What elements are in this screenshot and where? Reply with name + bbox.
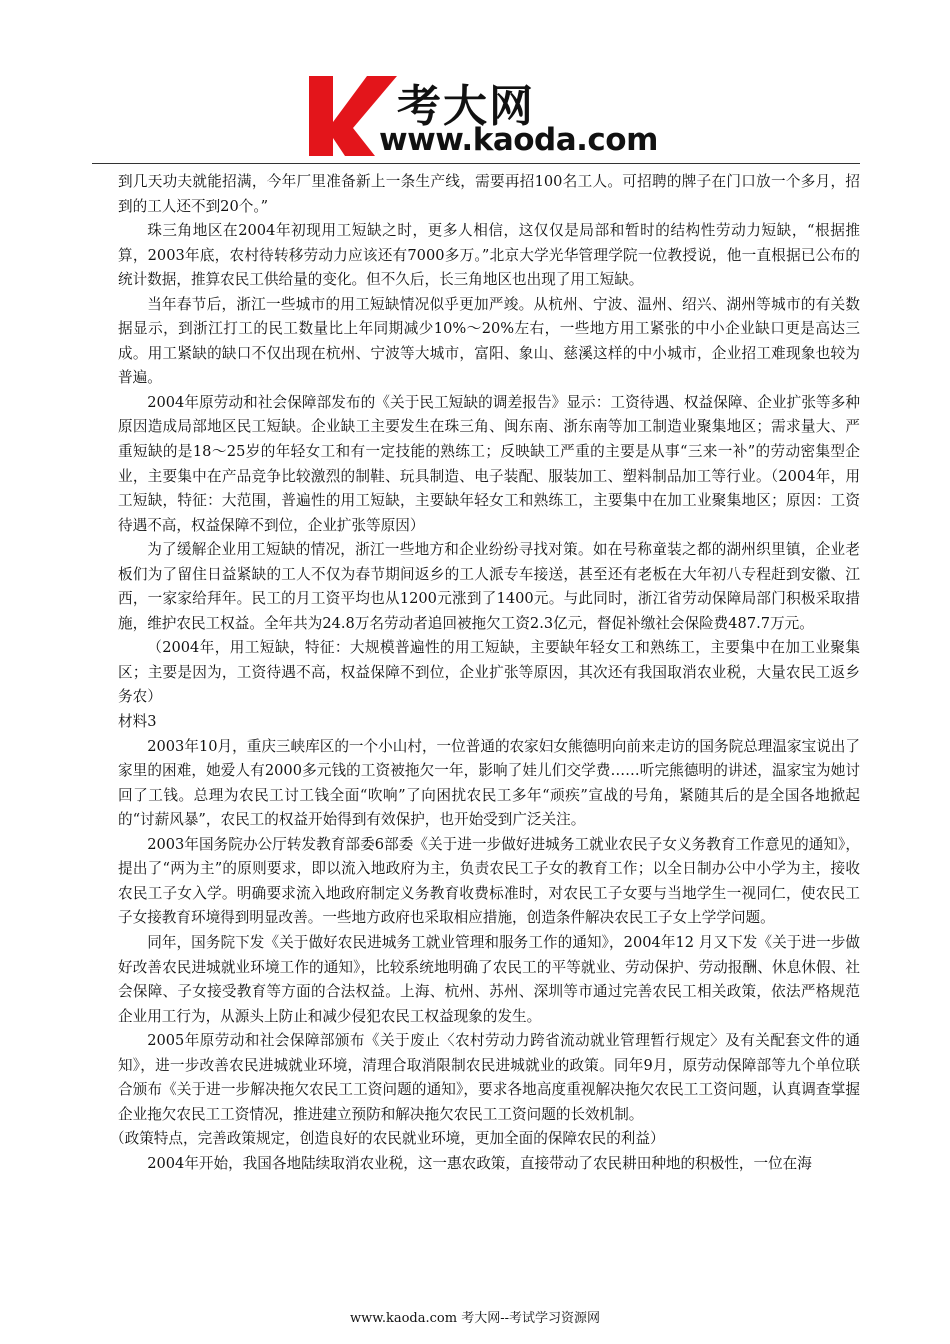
paragraph: 珠三角地区在2004年初现用工短缺之时，更多人相信，这仅仅是局部和暂时的结构性劳动力短缺，“根据推算，2003年底，农村待转移劳动力应该还有7000多万。”北京大学光华管理学院一位教授说，他一直根据已公布的统计数据，推算农民工供给量的变化。但不久后，长三角地区也出现了用工短缺。 — [118, 222, 860, 289]
paragraph: 2004年开始，我国各地陆续取消农业税，这一惠农政策，直接带动了农民耕田种地的积极性，一位在海 — [147, 1154, 812, 1172]
logo-title: 考大网 — [397, 81, 535, 132]
paragraph: 2003年10月，重庆三峡库区的一个小山村，一位普通的农家妇女熊德明向前来走访的国务院总理温家宝说出了家里的困难，她爱人有2000多元钱的工资被拖欠一年，影响了娃儿们交学费……听完熊德明的讲述，温家宝为她讨回了工钱。总理为农民工讨工钱全面“吹响”了向困扰农民工多年“顽疾”宣战的号角，紧随其后的是全国各地掀起的“讨薪风暴”，农民工的权益开始得到有效保护，也开始受到广泛关注。 — [118, 737, 860, 829]
paragraph: 2003年国务院办公厅转发教育部委6部委《关于进一步做好进城务工就业农民子女义务教育工作意见的通知》，提出了“两为主”的原则要求，即以流入地政府为主，负责农民工子女的教育工作；以全日制办公中小学为主，接收农民工子女入学。明确要求流入地政府制定义务教育收费标准时，对农民工子女要与当地学生一视同仁，使农民工子女接教育环境得到明显改善。一些地方政府也采取相应措施，创造条件解决农民工子女上学学问题。 — [118, 835, 860, 927]
paragraph: 2004年原劳动和社会保障部发布的《关于民工短缺的调差报告》显示：工资待遇、权益保障、企业扩张等多种原因造成局部地区民工短缺。企业缺工主要发生在珠三角、闽东南、浙东南等加工制造业聚集地区；需求量大、严重短缺的是18～25岁的年轻女工和有一定技能的熟练工；反映缺工严重的主要是从事“三来一补”的劳动密集型企业，主要集中在产品竞争比较激烈的制鞋、玩具制造、电子装配、服装加工、塑料制品加工等行业。（2004年，用工短缺，特征：大范围，普遍性的用工短缺，主要缺年轻女工和熟练工，主要集中在加工业聚集地区；原因：工资待遇不高，权益保障不到位，企业扩张等原因） — [118, 393, 860, 534]
paragraph-note: （政策特点，完善政策规定，创造良好的农民就业环境，更加全面的保障农民的利益） — [110, 1130, 665, 1148]
page-footer: www.kaoda.com 考大网--考试学习资源网 — [350, 1311, 600, 1326]
header-divider — [92, 163, 860, 164]
paragraph: （2004年，用工短缺，特征：大规模普遍性的用工短缺，主要缺年轻女工和熟练工，主要集中在加工业聚集区；主要是因为，工资待遇不高，权益保障不到位，企业扩张等原因，其次还有我国取消农业税，大量农民工返乡务农） — [118, 639, 860, 706]
paragraph: 2005年原劳动和社会保障部颁布《关于废止〈农村劳动力跨省流动就业管理暂行规定〉及有关配套文件的通知》，进一步改善农民进城就业环境，清理合取消限制农民进城就业的政策。同年9月，原劳动保障部等九个单位联合颁布《关于进一步解决拖欠农民工工资问题的通知》，要求各地高度重视解决拖欠农民工工资问题，认真调查掌握企业拖欠农民工工资情况，推进建立预防和解决拖欠农民工工资问题的长效机制。 — [118, 1032, 860, 1123]
kaoda-logo[interactable] — [305, 72, 658, 160]
paragraph: 当年春节后，浙江一些城市的用工短缺情况似乎更加严竣。从杭州、宁波、温州、绍兴、湖州等城市的有关数据显示，到浙江打工的民工数量比上年同期减少10%～20%左右，一些地方用工紧张的中小企业缺口更是高达三成。用工紧缺的缺口不仅出现在杭州、宁波等大城市，富阳、象山、慈溪这样的中小城市，企业招工难现象也较为普遍。 — [118, 295, 860, 387]
paragraph: 为了缓解企业用工短缺的情况，浙江一些地方和企业纷纷寻找对策。如在号称童装之都的湖州织里镇，企业老板们为了留住日益紧缺的工人不仅为春节期间返乡的工人派专车接送，甚至还有老板在大年初八专程赶到安徽、江西，一家家给拜年。民工的月工资平均也从1200元涨到了1400元。与此同时，浙江省劳动保障局部门积极采取措施，维护农民工权益。全年共为24.8万名劳动者追回被拖欠工资2.3亿元，督促补缴社会保险费487.7万元。 — [118, 541, 860, 632]
paragraph: 到几天功夫就能招满，今年厂里准备新上一条生产线，需要再招100名工人。可招聘的牌子在门口放一个多月，招到的工人还不到20个。” — [118, 173, 860, 215]
document-body — [110, 170, 860, 1176]
section-heading: 材料3 — [118, 713, 157, 731]
paragraph: 同年，国务院下发《关于做好农民进城务工就业管理和服务工作的通知》，2004年12 月又下发《关于进一步做好改善农民进城就业环境工作的通知》，比较系统地明确了农民工的平等就业、劳动保护、劳动报酬、休息休假、社会保障、子女接受教育等方面的合法权益。上海、杭州、苏州、深圳等市通过完善农民工相关政策，依法严格规范企业用工行为，从源头上防止和减少侵犯农民工权益现象的发生。 — [118, 933, 860, 1025]
logo-url: www.kaoda.com — [379, 122, 658, 158]
page-header — [0, 0, 950, 165]
